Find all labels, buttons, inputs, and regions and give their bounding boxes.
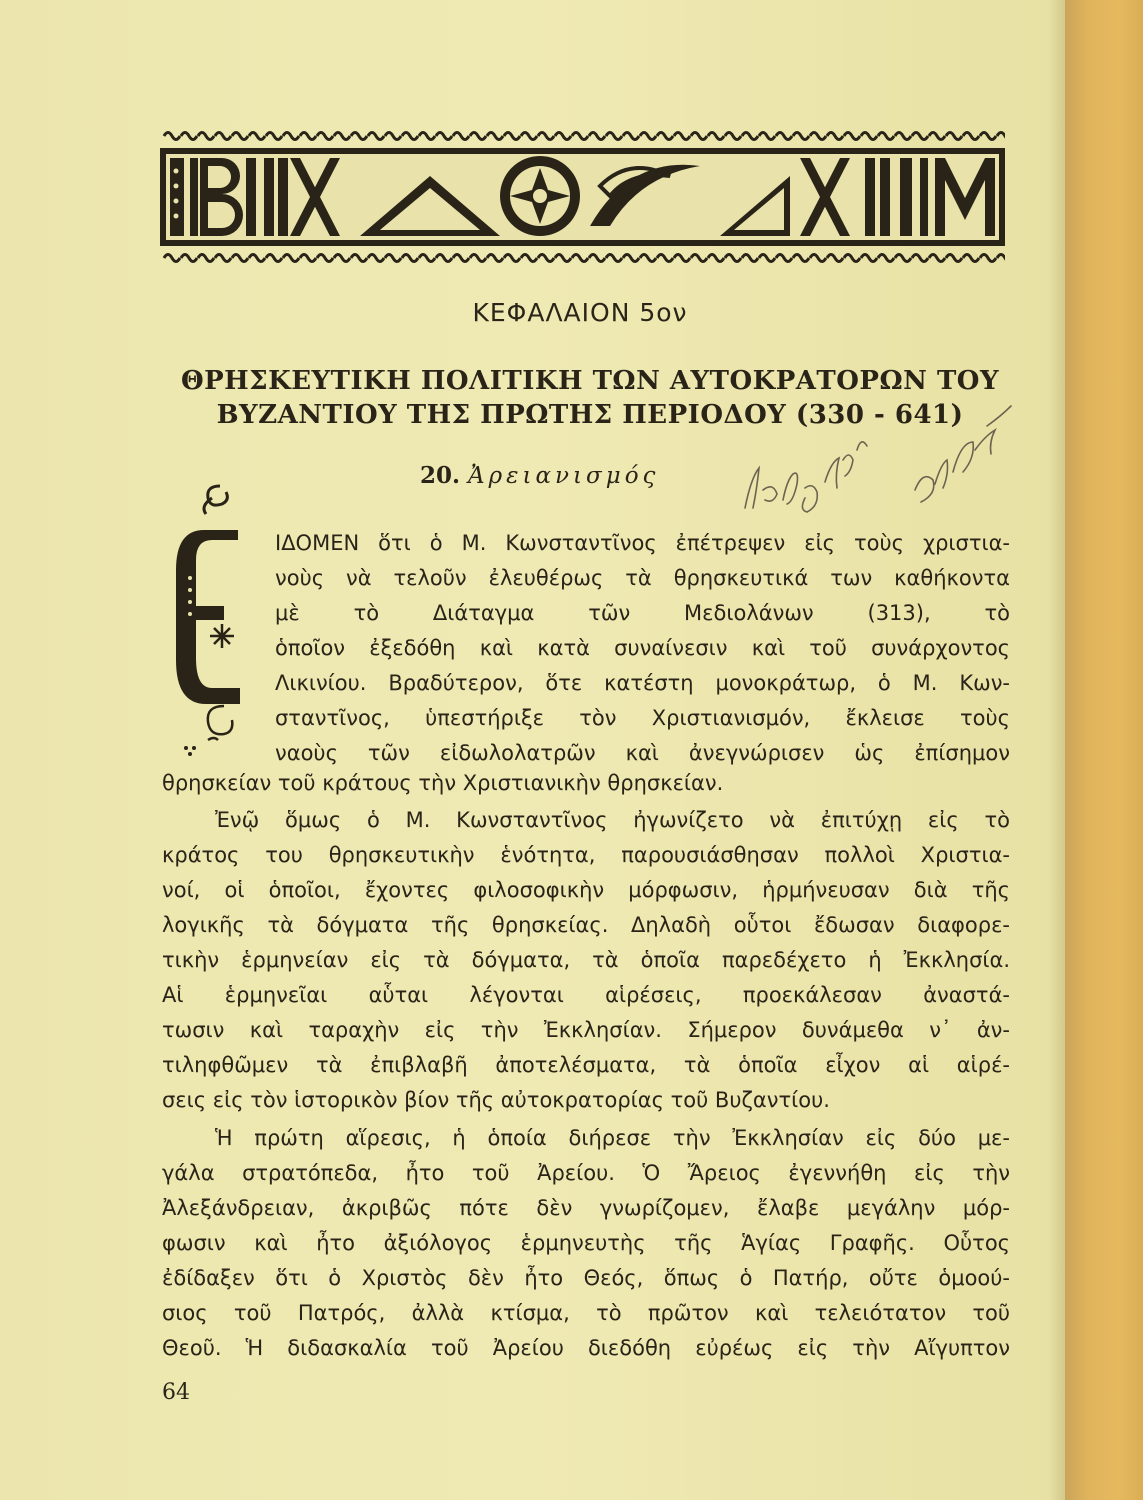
text-line: ναοὺς τῶν εἰδωλολατρῶν καὶ ἀνεγνώρισεν ὡς ἐπίσημον [275, 741, 1010, 765]
scroll-border-mark [997, 133, 1005, 140]
scroll-border-mark [793, 255, 809, 262]
text-line: τικὴν ἑρμηνείαν εἰς τὰ δόγματα, τὰ ὁποῖα παρεδέχετο ἡ Ἐκκλησία. [162, 948, 1010, 972]
scroll-border-mark [538, 255, 554, 262]
text-line: Ἐνῷ ὅμως ὁ Μ. Κωνσταντῖνος ἠγωνίζετο νὰ ἐπιτύχῃ εἰς τὸ [215, 808, 1010, 832]
scroll-border-mark [385, 133, 401, 140]
text-line: Λικινίου. Βραδύτερον, ὅτε κατέστη μονοκράτωρ, ὁ Μ. Κων- [275, 671, 1010, 695]
scroll-border-mark [742, 255, 758, 262]
scroll-border-mark [368, 255, 384, 262]
scroll-border-mark [521, 255, 537, 262]
scroll-border-mark [861, 255, 877, 262]
scroll-border-mark [827, 133, 843, 140]
scroll-border-mark [164, 255, 180, 262]
scroll-border-mark [283, 255, 299, 262]
scroll-border-mark [759, 133, 775, 140]
scroll-border-mark [946, 255, 962, 262]
scroll-border-mark [963, 133, 979, 140]
scroll-border-mark [657, 255, 673, 262]
scroll-border-mark [232, 133, 248, 140]
scroll-border-mark [266, 255, 282, 262]
scroll-border-mark [232, 255, 248, 262]
scroll-border-mark [181, 255, 197, 262]
scroll-border-mark [861, 133, 877, 140]
scroll-border-mark [453, 133, 469, 140]
scroll-border-mark [589, 255, 605, 262]
scroll-border-mark [198, 133, 214, 140]
scroll-border-mark [912, 133, 928, 140]
scroll-border-mark [266, 133, 282, 140]
scroll-border-mark [164, 133, 180, 140]
scroll-border-mark [487, 133, 503, 140]
scroll-border-mark [402, 133, 418, 140]
scroll-border-mark [674, 133, 690, 140]
ornamental-header-band [160, 126, 1005, 268]
scroll-border-mark [249, 255, 265, 262]
scroll-border-mark [623, 133, 639, 140]
scroll-border-mark [317, 255, 333, 262]
scroll-border-mark [691, 255, 707, 262]
scroll-border-mark [708, 133, 724, 140]
scroll-border-mark [844, 255, 860, 262]
scroll-border-mark [317, 133, 333, 140]
scroll-border-mark [198, 255, 214, 262]
text-line: Ἀλεξάνδρειαν, ἀκριβῶς πότε δὲν γνωρίζομεν, ἔλαβε μεγάλην μόρ- [162, 1196, 1010, 1220]
scroll-border-mark [504, 255, 520, 262]
scroll-border-mark [708, 255, 724, 262]
section-title: Ἀρειανισμός [468, 463, 660, 489]
text-line: τωσιν καὶ ταραχὴν εἰς τὴν Ἐκκλησίαν. Σήμερον δυνάμεθα ν᾽ ἀν- [162, 1018, 1010, 1042]
scroll-border-mark [538, 133, 554, 140]
scroll-border-mark [725, 255, 741, 262]
chapter-title-line-1: ΘΡΗΣΚΕΥΤΙΚΗ ΠΟΛΙΤΙΚΗ ΤΩΝ ΑΥΤΟΚΡΑΤΟΡΩΝ ΤΟΥ [180, 366, 1000, 396]
chapter-title-line-2: ΒΥΖΑΝΤΙΟΥ ΤΗΣ ΠΡΩΤΗΣ ΠΕΡΙΟΔΟΥ (330 - 641) [216, 400, 964, 430]
text-line: λογικῆς τὰ δόγματα τῆς θρησκείας. Δηλαδὴ οὗτοι ἔδωσαν διαφορε- [162, 913, 1010, 937]
scroll-border-mark [759, 255, 775, 262]
scroll-border-mark [453, 255, 469, 262]
text-line: σιος τοῦ Πατρός, ἀλλὰ κτίσμα, τὸ πρῶτον καὶ τελειότατον τοῦ [162, 1301, 1010, 1325]
text-line: Θεοῦ. Ἡ διδασκαλία τοῦ Ἀρείου διεδόθη εὐρέως εἰς τὴν Αἴγυπτον [162, 1336, 1010, 1360]
text-line: τιληφθῶμεν τὰ ἐπιβλαβῆ ἀποτελέσματα, τὰ ὁποῖα εἶχον αἱ αἱρέ- [162, 1053, 1010, 1077]
scroll-border-mark [963, 255, 979, 262]
text-line: θρησκείαν τοῦ κράτους τὴν Χριστιανικὴν θρησκείαν. [162, 771, 724, 795]
section-heading [420, 462, 659, 489]
scroll-border-mark [385, 255, 401, 262]
scroll-border-mark [368, 133, 384, 140]
scroll-border-mark [776, 133, 792, 140]
scroll-border-mark [334, 255, 350, 262]
scroll-border-mark [487, 255, 503, 262]
section-number: 20. [420, 462, 461, 489]
text-line: Ἡ πρώτη αἵρεσις, ἡ ὁποία διήρεσε τὴν Ἐκκλησίαν εἰς δύο με- [215, 1126, 1010, 1150]
scroll-border-mark [657, 133, 673, 140]
text-line: νοὺς νὰ τελοῦν ἐλευθέρως τὰ θρησκευτικά των καθήκοντα [275, 566, 1010, 590]
scroll-border-mark [334, 133, 350, 140]
scroll-border-mark [742, 133, 758, 140]
scroll-border-mark [810, 255, 826, 262]
scroll-border-mark [419, 255, 435, 262]
scroll-border-mark [436, 255, 452, 262]
text-line: ὁποῖον ἐξεδόθη καὶ κατὰ συναίνεσιν καὶ τοῦ συνάρχοντος [275, 636, 1010, 660]
text-line: σταντῖνος, ὑπεστήριξε τὸν Χριστιανισμόν, ἔκλεισε τοὺς [275, 706, 1010, 730]
text-line: Αἱ ἑρμηνεῖαι αὗται λέγονται αἱρέσεις, προεκάλεσαν ἀναστά- [162, 983, 1010, 1007]
scroll-border-mark [929, 133, 945, 140]
scroll-border-mark [691, 133, 707, 140]
scroll-border-mark [895, 255, 911, 262]
scroll-border-mark [436, 133, 452, 140]
scroll-border-mark [827, 255, 843, 262]
text-line: ΙΔΟΜΕΝ ὅτι ὁ Μ. Κωνσταντῖνος ἐπέτρεψεν εἰς τοὺς χριστια- [275, 531, 1010, 555]
drop-cap-e [168, 478, 258, 768]
scroll-border-mark [844, 133, 860, 140]
scroll-border-mark [623, 255, 639, 262]
scroll-border-mark [402, 255, 418, 262]
scroll-border-mark [504, 133, 520, 140]
scroll-border-mark [572, 255, 588, 262]
scroll-border-mark [725, 133, 741, 140]
scroll-border-mark [351, 133, 367, 140]
scroll-border-mark [606, 133, 622, 140]
scroll-border-mark [980, 255, 996, 262]
text-line: νοί, οἱ ὁποῖοι, ἔχοντες φιλοσοφικὴν μόρφωσιν, ἡρμήνευσαν διὰ τῆς [162, 878, 1010, 902]
page-number: 64 [162, 1380, 190, 1405]
scroll-border-mark [606, 255, 622, 262]
text-line: κράτος του θρησκευτικὴν ἑνότητα, παρουσιάσθησαν πολλοὶ Χριστια- [162, 843, 1010, 867]
scroll-border-mark [640, 133, 656, 140]
scroll-border-mark [776, 255, 792, 262]
text-line: ἐδίδαξεν ὅτι ὁ Χριστὸς δὲν ἦτο Θεός, ὅπως ὁ Πατήρ, οὔτε ὁμοού- [162, 1266, 1010, 1290]
scroll-border-mark [980, 133, 996, 140]
scroll-border-mark [470, 255, 486, 262]
scroll-border-mark [181, 133, 197, 140]
scroll-border-mark [895, 133, 911, 140]
text-line: γάλα στρατόπεδα, ἦτο τοῦ Ἀρείου. Ὁ Ἄρειος ἐγεννήθη εἰς τὴν [162, 1161, 1010, 1185]
scroll-border-mark [555, 133, 571, 140]
text-line: σεις εἰς τὸν ἱστορικὸν βίον τῆς αὐτοκρατορίας τοῦ Βυζαντίου. [162, 1088, 830, 1112]
scroll-border-mark [283, 133, 299, 140]
chapter-heading: ΚΕΦΑΛΑΙΟΝ 5ον [472, 298, 688, 327]
scroll-border-mark [793, 133, 809, 140]
scroll-border-mark [470, 133, 486, 140]
handwritten-annotation [725, 390, 1025, 530]
scroll-border-mark [351, 255, 367, 262]
scroll-border-mark [946, 133, 962, 140]
scroll-border-mark [810, 133, 826, 140]
scroll-border-mark [249, 133, 265, 140]
scroll-border-mark [640, 255, 656, 262]
text-line: μὲ τὸ Διάταγμα τῶν Μεδιολάνων (313), τὸ [275, 601, 1010, 625]
scroll-border-mark [929, 255, 945, 262]
scroll-border-mark [912, 255, 928, 262]
scroll-border-mark [878, 133, 894, 140]
scroll-border-mark [215, 255, 231, 262]
scroll-border-mark [215, 133, 231, 140]
scroll-border-mark [997, 255, 1005, 262]
scroll-border-mark [878, 255, 894, 262]
scroll-border-mark [674, 255, 690, 262]
scroll-border-mark [589, 133, 605, 140]
scroll-border-mark [521, 133, 537, 140]
scroll-border-mark [555, 255, 571, 262]
scroll-border-mark [300, 255, 316, 262]
scroll-border-mark [572, 133, 588, 140]
text-line: φωσιν καὶ ἦτο ἀξιόλογος ἑρμηνευτὴς τῆς Ἁγίας Γραφῆς. Οὗτος [162, 1231, 1010, 1255]
scroll-border-mark [419, 133, 435, 140]
scroll-border-mark [300, 133, 316, 140]
page-edge [1065, 0, 1143, 1500]
